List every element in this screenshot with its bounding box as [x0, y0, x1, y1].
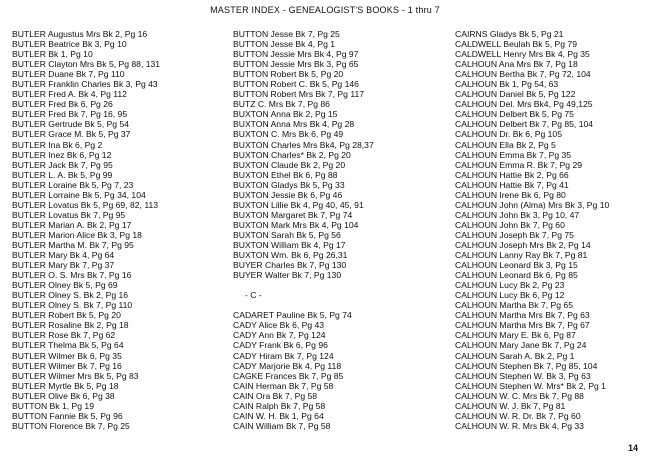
page-number: 14 — [627, 443, 638, 453]
index-entry: BUTLER Inez Bk 6, Pg 12 — [12, 149, 112, 160]
index-entry: BUTZ C. Mrs Bk 7, Pg 86 — [233, 99, 330, 110]
index-entry: BUXTON Ethel Bk 6, Pg 88 — [233, 169, 338, 180]
index-entry: BUTTON Robert Mrs Bk 7, Pg 117 — [233, 89, 365, 100]
index-entry: BUTLER Ina Bk 6, Pg 2 — [12, 139, 103, 150]
page-title: MASTER INDEX - GENEALOGIST'S BOOKS - 1 thru 7 — [210, 5, 440, 15]
index-entry: BUTLER Bk 1, Pg 10 — [12, 49, 93, 60]
section-heading: - C - — [245, 290, 262, 301]
index-entry: CAIN Ralph Bk 7, Pg 58 — [233, 400, 326, 411]
blank-row — [233, 300, 448, 310]
index-entry: CALHOUN Stephen Bk 7, Pg 85, 104 — [455, 360, 598, 371]
index-entry: BUTLER Marian A. Bk 2, Pg 17 — [12, 219, 132, 230]
index-entry: CALHOUN Lanny Ray Bk 7, Pg 81 — [455, 250, 588, 261]
index-entry: CALHOUN Hattie Bk 7, Pg 41 — [455, 179, 569, 190]
index-entry: CALHOUN Mary E. Bk 6, Pg 87 — [455, 330, 576, 341]
index-entry: CALHOUN Joseph Bk 7, Pg 75 — [455, 229, 574, 240]
index-entry: CALHOUN Stephen W. Bk 3, Pg 63 — [455, 370, 591, 381]
index-entry: CALHOUN Bk 1, Pg 54, 63 — [455, 79, 559, 90]
index-entry: CAIN Herman Bk 7, Pg 58 — [233, 380, 334, 391]
index-entry: BUTTON Bk 1, Pg 19 — [12, 400, 94, 411]
index-column-1 — [12, 29, 227, 431]
index-entry: CALHOUN Leonard Bk 6, Pg 85 — [455, 270, 578, 281]
index-entry: CALHOUN Irene Bk 6, Pg 80 — [455, 189, 566, 200]
index-entry: CALHOUN Dr. Bk 6, Pg 105 — [455, 129, 562, 140]
index-entry: BUTLER Duane Bk 7, Pg 110 — [12, 69, 125, 80]
index-entry: BUTTON Fannie Bk 5, Pg 96 — [12, 410, 123, 421]
index-entry: BUTLER Fred Bk 6, Pg 26 — [12, 99, 113, 110]
index-entry: BUXTON Sarah Bk 5, Pg 56 — [233, 229, 341, 240]
index-entry: BUXTON C. Mrs Bk 6, Pg 49 — [233, 129, 344, 140]
index-entry: CADY Alice Bk 6, Pg 43 — [233, 320, 325, 331]
index-entry: CALDWELL Henry Mrs Bk 4, Pg 35 — [455, 49, 590, 60]
index-entry: BUTLER Wilmer Bk 6, Pg 35 — [12, 350, 122, 361]
index-entry: CALHOUN Emma Bk 7, Pg 35 — [455, 149, 572, 160]
blank-row — [233, 280, 448, 290]
index-entry: CALHOUN Mary Jane Bk 7, Pg 24 — [455, 340, 587, 351]
index-entry: BUTLER Grace M. Bk 5, Pg 37 — [12, 129, 131, 140]
index-entry: BUXTON William Bk 4, Pg 17 — [233, 239, 346, 250]
index-entry: BUTLER Wilmer Mrs Bk 5, Pg 83 — [12, 370, 139, 381]
index-column-2 — [233, 29, 448, 431]
index-entry: CALHOUN Lucy Bk 2, Pg 23 — [455, 280, 565, 291]
index-entry: CALHOUN W. J. Bk 7, Pg 81 — [455, 400, 566, 411]
index-entry: BUXTON Anna Bk 2, Pg 15 — [233, 109, 338, 120]
index-entry: CALHOUN W. R. Mrs Bk 4, Pg 33 — [455, 420, 584, 431]
index-entry: CALHOUN John Bk 3, Pg 10, 47 — [455, 209, 580, 220]
index-entry: BUTLER Fred Bk 7, Pg 16, 95 — [12, 109, 128, 120]
index-entry: BUTLER Lovatus Bk 7, Pg 95 — [12, 209, 126, 220]
index-entry: BUTLER Olney Bk 5, Pg 69 — [12, 280, 118, 291]
index-entry: BUTLER Olive Bk 6, Pg 38 — [12, 390, 115, 401]
index-entry: CAGKE Frances Bk 7, Pg 85 — [233, 370, 344, 381]
index-column-3 — [455, 29, 650, 431]
index-entry: CALHOUN Emma R. Bk 7, Pg 29 — [455, 159, 583, 170]
index-entry: CALHOUN Martha Mrs Bk 7, Pg 67 — [455, 320, 590, 331]
index-entry: BUTTON Robert C. Bk 5, Pg 146 — [233, 79, 359, 90]
index-entry: CADY Marjorie Bk 4, Pg 118 — [233, 360, 342, 371]
index-entry: BUTLER Rose Bk 7, Pg 62 — [12, 330, 116, 341]
index-entry: BUYER Charles Bk 7, Pg 130 — [233, 260, 347, 271]
index-entry: BUTLER Franklin Charles Bk 3, Pg 43 — [12, 79, 158, 90]
index-entry: BUXTON Wm. Bk 6, Pg 26,31 — [233, 250, 348, 261]
index-entry: CADY Ann Bk 7, Pg 124 — [233, 330, 326, 341]
index-entry: CALHOUN Sarah A. Bk 2, Pg 1 — [455, 350, 575, 361]
index-entry: CALHOUN Martha Mrs Bk 7, Pg 63 — [455, 310, 590, 321]
index-entry: CALHOUN Hattie Bk 2, Pg 66 — [455, 169, 569, 180]
index-entry: BUTLER Martha M. Bk 7, Pg 95 — [12, 239, 134, 250]
index-entry: BUTLER Wilmer Bk 7, Pg 16 — [12, 360, 122, 371]
index-entry: CALHOUN Bertha Bk 7, Pg 72, 104 — [455, 69, 591, 80]
index-entry: CADY Frank Bk 6, Pg 96 — [233, 340, 328, 351]
index-entry: BUTLER Loraine Bk 5, Pg 7, 23 — [12, 179, 134, 190]
index-entry: CALHOUN Stephen W. Mrs* Bk 2, Pg 1 — [455, 380, 606, 391]
index-entry: BUXTON Charles Mrs Bk4, Pg 28,37 — [233, 139, 374, 150]
index-entry: BUTLER Clayton Mrs Bk 5, Pg 88, 131 — [12, 59, 161, 70]
index-entry: CALHOUN Daniel Bk 5, Pg 122 — [455, 89, 576, 100]
index-entry: CADY Hiram Bk 7, Pg 124 — [233, 350, 334, 361]
index-entry: BUTTON Jessie Mrs Bk 3, Pg 65 — [233, 59, 359, 70]
index-entry: CALHOUN Ana Mrs Bk 7, Pg 18 — [455, 59, 578, 70]
index-entry: BUTLER O. S. Mrs Bk 7, Pg 16 — [12, 270, 132, 281]
index-entry: BUTLER L. A. Bk 5, Pg 99 — [12, 169, 113, 180]
index-entry: CALHOUN Martha Bk 7, Pg 65 — [455, 300, 573, 311]
index-entry: BUTLER Beatrice Bk 3, Pg 10 — [12, 39, 127, 50]
index-entry: BUTLER Mary Bk 7, Pg 37 — [12, 260, 115, 271]
index-entry: CALHOUN Leonard Bk 3, Pg 15 — [455, 260, 578, 271]
index-entry: CALDWELL Beulah Bk 5, Pg 79 — [455, 39, 577, 50]
index-entry: BUTLER Fred A. Bk 4, Pg 112 — [12, 89, 127, 100]
index-entry: BUXTON Mark Mrs Bk 4, Pg 104 — [233, 219, 359, 230]
index-entry: BUTLER Myrtle Bk 5, Pg 18 — [12, 380, 119, 391]
index-entry: CALHOUN John Bk 7, Pg 60 — [455, 219, 565, 230]
index-entry: BUTLER Marion Alice Bk 3, Pg 18 — [12, 229, 142, 240]
index-entry: BUTTON Jesse Bk 7, Pg 25 — [233, 29, 340, 39]
index-entry: CAIN William Bk 7, Pg 58 — [233, 420, 331, 431]
index-entry: CALHOUN Del. Mrs Bk4, Pg 49,125 — [455, 99, 593, 110]
index-entry: BUTLER Lovatus Bk 5, Pg 69, 82, 113 — [12, 199, 159, 210]
index-entry: BUTTON Florence Bk 7, Pg 25 — [12, 420, 130, 431]
index-entry: BUTLER Lorraine Bk 5, Pg 34, 104 — [12, 189, 146, 200]
index-entry: CALHOUN W. R. Dr. Bk 7, Pg 60 — [455, 410, 581, 421]
index-entry: CAIRNS Gladys Bk 5, Pg 21 — [455, 29, 564, 39]
index-entry: CAIN Ora Bk 7, Pg 58 — [233, 390, 318, 401]
index-entry: BUTLER Robert Bk 5, Pg 20 — [12, 310, 121, 321]
index-entry: BUXTON Charles* Bk 2, Pg 20 — [233, 149, 351, 160]
index-entry: CALHOUN John (Alma) Mrs Bk 3, Pg 10 — [455, 199, 610, 210]
index-entry: CALHOUN Ella Bk 2, Pg 5 — [455, 139, 556, 150]
index-entry: CALHOUN W. C. Mrs Bk 7, Pg 88 — [455, 390, 584, 401]
index-entry: BUYER Walter Bk 7, Pg 130 — [233, 270, 342, 281]
index-entry: CADARET Pauline Bk 5, Pg 74 — [233, 310, 352, 321]
index-entry: BUTLER Mary Bk 4, Pg 64 — [12, 250, 115, 261]
index-entry: BUTLER Thelma Bk 5, Pg 64 — [12, 340, 124, 351]
index-entry: BUTLER Olney S. Bk 7, Pg 110 — [12, 300, 133, 311]
index-entry: CALHOUN Delbert Bk 5, Pg 75 — [455, 109, 574, 120]
index-entry: BUXTON Margaret Bk 7, Pg 74 — [233, 209, 353, 220]
index-entry: BUTTON Jessie Mrs Bk 4, Pg 97 — [233, 49, 359, 60]
index-entry: BUTTON Robert Bk 5, Pg 20 — [233, 69, 344, 80]
index-entry: BUTLER Augustus Mrs Bk 2, Pg 16 — [12, 29, 148, 39]
index-entry: CALHOUN Lucy Bk 6, Pg 12 — [455, 290, 565, 301]
index-entry: BUTLER Rosaline Bk 2, Pg 18 — [12, 320, 129, 331]
index-entry: BUTLER Olney S. Bk 2, Pg 16 — [12, 290, 129, 301]
index-entry: BUTLER Gertrude Bk 5, Pg 54 — [12, 119, 130, 130]
index-entry: CAIN W. H. Bk 1, Pg 64 — [233, 410, 324, 421]
index-entry: CALHOUN Delbert Bk 7, Pg 85, 104 — [455, 119, 594, 130]
index-entry: BUTLER Jack Bk 7, Pg 95 — [12, 159, 113, 170]
index-entry: CALHOUN Joseph Mrs Bk 2, Pg 14 — [455, 239, 591, 250]
index-entry: BUXTON Anna Mrs Bk 4, Pg 28 — [233, 119, 355, 130]
index-entry: BUXTON Jessie Bk 6, Pg 46 — [233, 189, 343, 200]
index-entry: BUTTON Jesse Bk 4, Pg 1 — [233, 39, 336, 50]
index-entry: BUXTON Lillie Bk 4, Pg 40, 45, 91 — [233, 199, 364, 210]
index-entry: BUXTON Gladys Bk 5, Pg 33 — [233, 179, 345, 190]
index-entry: BUXTON Claude Bk 2, Pg 20 — [233, 159, 346, 170]
